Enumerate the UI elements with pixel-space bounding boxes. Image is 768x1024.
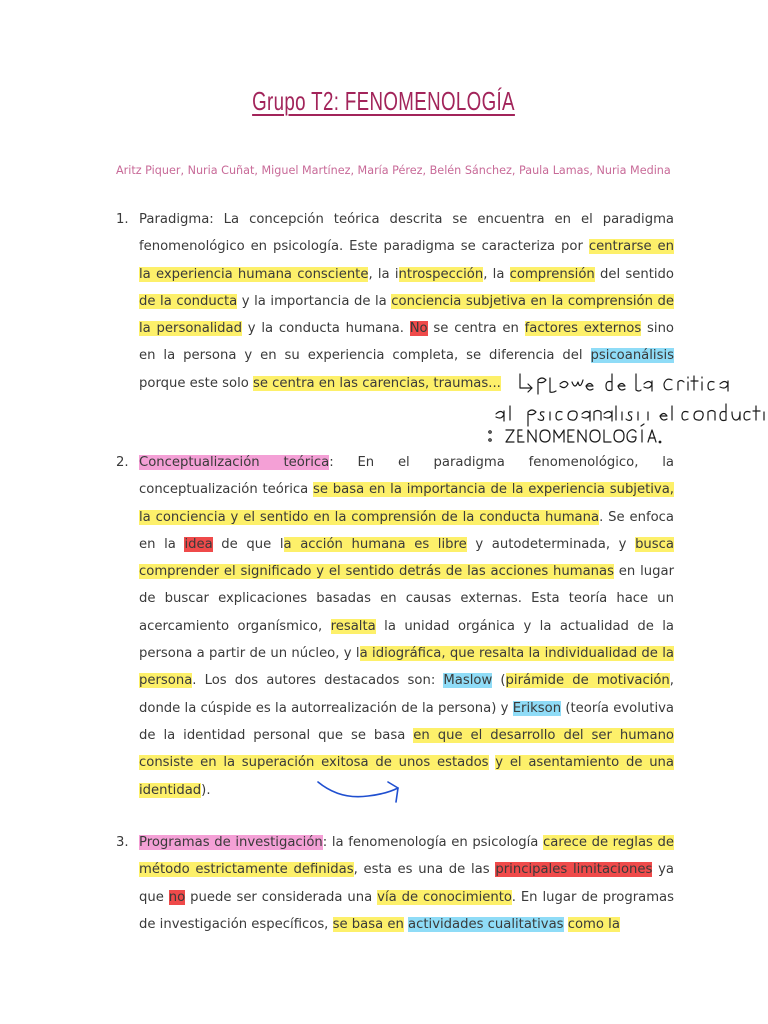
highlighted-text: idea bbox=[184, 536, 213, 552]
list-item-conceptualizacion bbox=[116, 449, 674, 804]
list-item-paradigma bbox=[116, 206, 674, 397]
highlighted-text: Maslow bbox=[443, 673, 493, 689]
text-run: , la bbox=[483, 266, 510, 282]
text-run: y autodeterminada, y bbox=[466, 536, 636, 552]
highlighted-text: resalta bbox=[330, 618, 376, 634]
highlighted-text: comprensión bbox=[509, 266, 595, 282]
text-run: : la fenomenología en psicología bbox=[322, 835, 544, 850]
text-run: ya que bbox=[139, 862, 675, 905]
list-item-programas bbox=[116, 829, 674, 938]
highlighted-text: como la bbox=[567, 916, 620, 932]
text-run: . Se enfoca en la bbox=[139, 509, 675, 552]
highlighted-text: vía de conocimiento bbox=[377, 889, 512, 905]
item-number: 2. bbox=[116, 455, 129, 470]
text-run: (teoría evolutiva de la identidad personal que se basa bbox=[139, 700, 674, 743]
text-run: , la i bbox=[368, 266, 399, 282]
highlighted-text: se centra en las carencias, traumas... bbox=[253, 375, 501, 391]
item-number: 1. bbox=[116, 212, 129, 227]
highlighted-text: factores externos bbox=[524, 321, 642, 337]
highlighted-text: principales limitaciones bbox=[495, 862, 653, 878]
highlighted-text: busca comprender el significado y el sentido detrás de las acciones humanas bbox=[139, 536, 674, 580]
highlighted-text: en que el desarrollo del ser humano consiste en la superación exitosa de unos estados bbox=[139, 727, 674, 771]
title-text: Grupo T2: FENOMENOLOGÍA bbox=[252, 86, 516, 116]
authors-line: Aritz Piquer, Nuria Cuñat, Miguel Martínez, María Pérez, Belén Sánchez, Paula Lamas, Nuria Medina bbox=[116, 164, 671, 177]
highlighted-text: psicoanálisis bbox=[590, 348, 674, 364]
highlighted-text: a acción humana es libre bbox=[283, 536, 467, 552]
text-run: se centra en bbox=[427, 321, 525, 337]
highlighted-text: Erikson bbox=[512, 700, 562, 716]
text-run: la unidad orgánica y la actualidad de la persona a partir de un núcleo, y l bbox=[139, 618, 675, 662]
text-run: en lugar de buscar explicaciones basadas en causas externas. Esta teoría hace un acercamiento organísmico, bbox=[139, 564, 674, 634]
text-run: Paradigma: La concepción teórica descrita se encuentra en el paradigma fenomenológico en psicología. Este paradigma se caracteriza por bbox=[139, 212, 674, 255]
highlighted-text: y el asentamiento de una identidad bbox=[139, 755, 674, 798]
text-run: y la importancia de la bbox=[237, 293, 392, 309]
text-run: , esta es una de las bbox=[353, 862, 496, 878]
text-run: sino en la persona y en su experiencia completa, se diferencia del bbox=[139, 321, 675, 364]
highlighted-text: se basa en la importancia de la experiencia subjetiva, la conciencia y el sentido en la comprensión de la conducta humana bbox=[139, 482, 674, 525]
text-run: ( bbox=[492, 673, 506, 689]
highlighted-text: Programas de investigación bbox=[139, 835, 323, 850]
text-run: y la conducta humana. bbox=[241, 321, 410, 337]
highlighted-text: carece de reglas de método estrictamente definidas bbox=[139, 835, 675, 878]
text-run: ). bbox=[201, 782, 211, 798]
highlighted-text: conciencia subjetiva en la comprensión de la personalidad bbox=[139, 293, 674, 337]
text-run: . Los dos autores destacados son: bbox=[192, 673, 444, 689]
highlighted-text: actividades cualitativas bbox=[408, 916, 564, 932]
text-run: puede ser considerada una bbox=[185, 889, 378, 905]
text-run: , donde la cúspide es la autorrealización de la persona) y bbox=[139, 673, 674, 716]
document-title bbox=[0, 86, 768, 117]
highlighted-text: de la conducta bbox=[139, 293, 238, 309]
highlighted-text: no bbox=[168, 889, 186, 905]
text-run: porque este solo bbox=[139, 375, 253, 391]
highlighted-text: centrarse en la experiencia humana consciente bbox=[139, 239, 675, 282]
item-body bbox=[139, 449, 674, 804]
highlighted-text: No bbox=[409, 321, 428, 337]
text-run: del sentido bbox=[594, 266, 674, 282]
text-run: de que l bbox=[212, 536, 284, 552]
highlighted-text: se basa en bbox=[332, 916, 404, 932]
text-run: : En el paradigma fenomenológico, la conceptualización teórica bbox=[139, 455, 674, 498]
item-body bbox=[139, 206, 674, 397]
highlighted-text: ntrospección bbox=[398, 266, 484, 282]
text-run: . En lugar de programas de investigación específicos, bbox=[139, 889, 674, 932]
item-body bbox=[139, 829, 674, 938]
highlighted-text: pirámide de motivación bbox=[505, 673, 670, 689]
highlighted-text: a idiográfica, que resalta la individualidad de la persona bbox=[139, 646, 675, 689]
highlighted-text: Conceptualización teórica bbox=[139, 455, 330, 470]
item-number: 3. bbox=[116, 835, 129, 850]
